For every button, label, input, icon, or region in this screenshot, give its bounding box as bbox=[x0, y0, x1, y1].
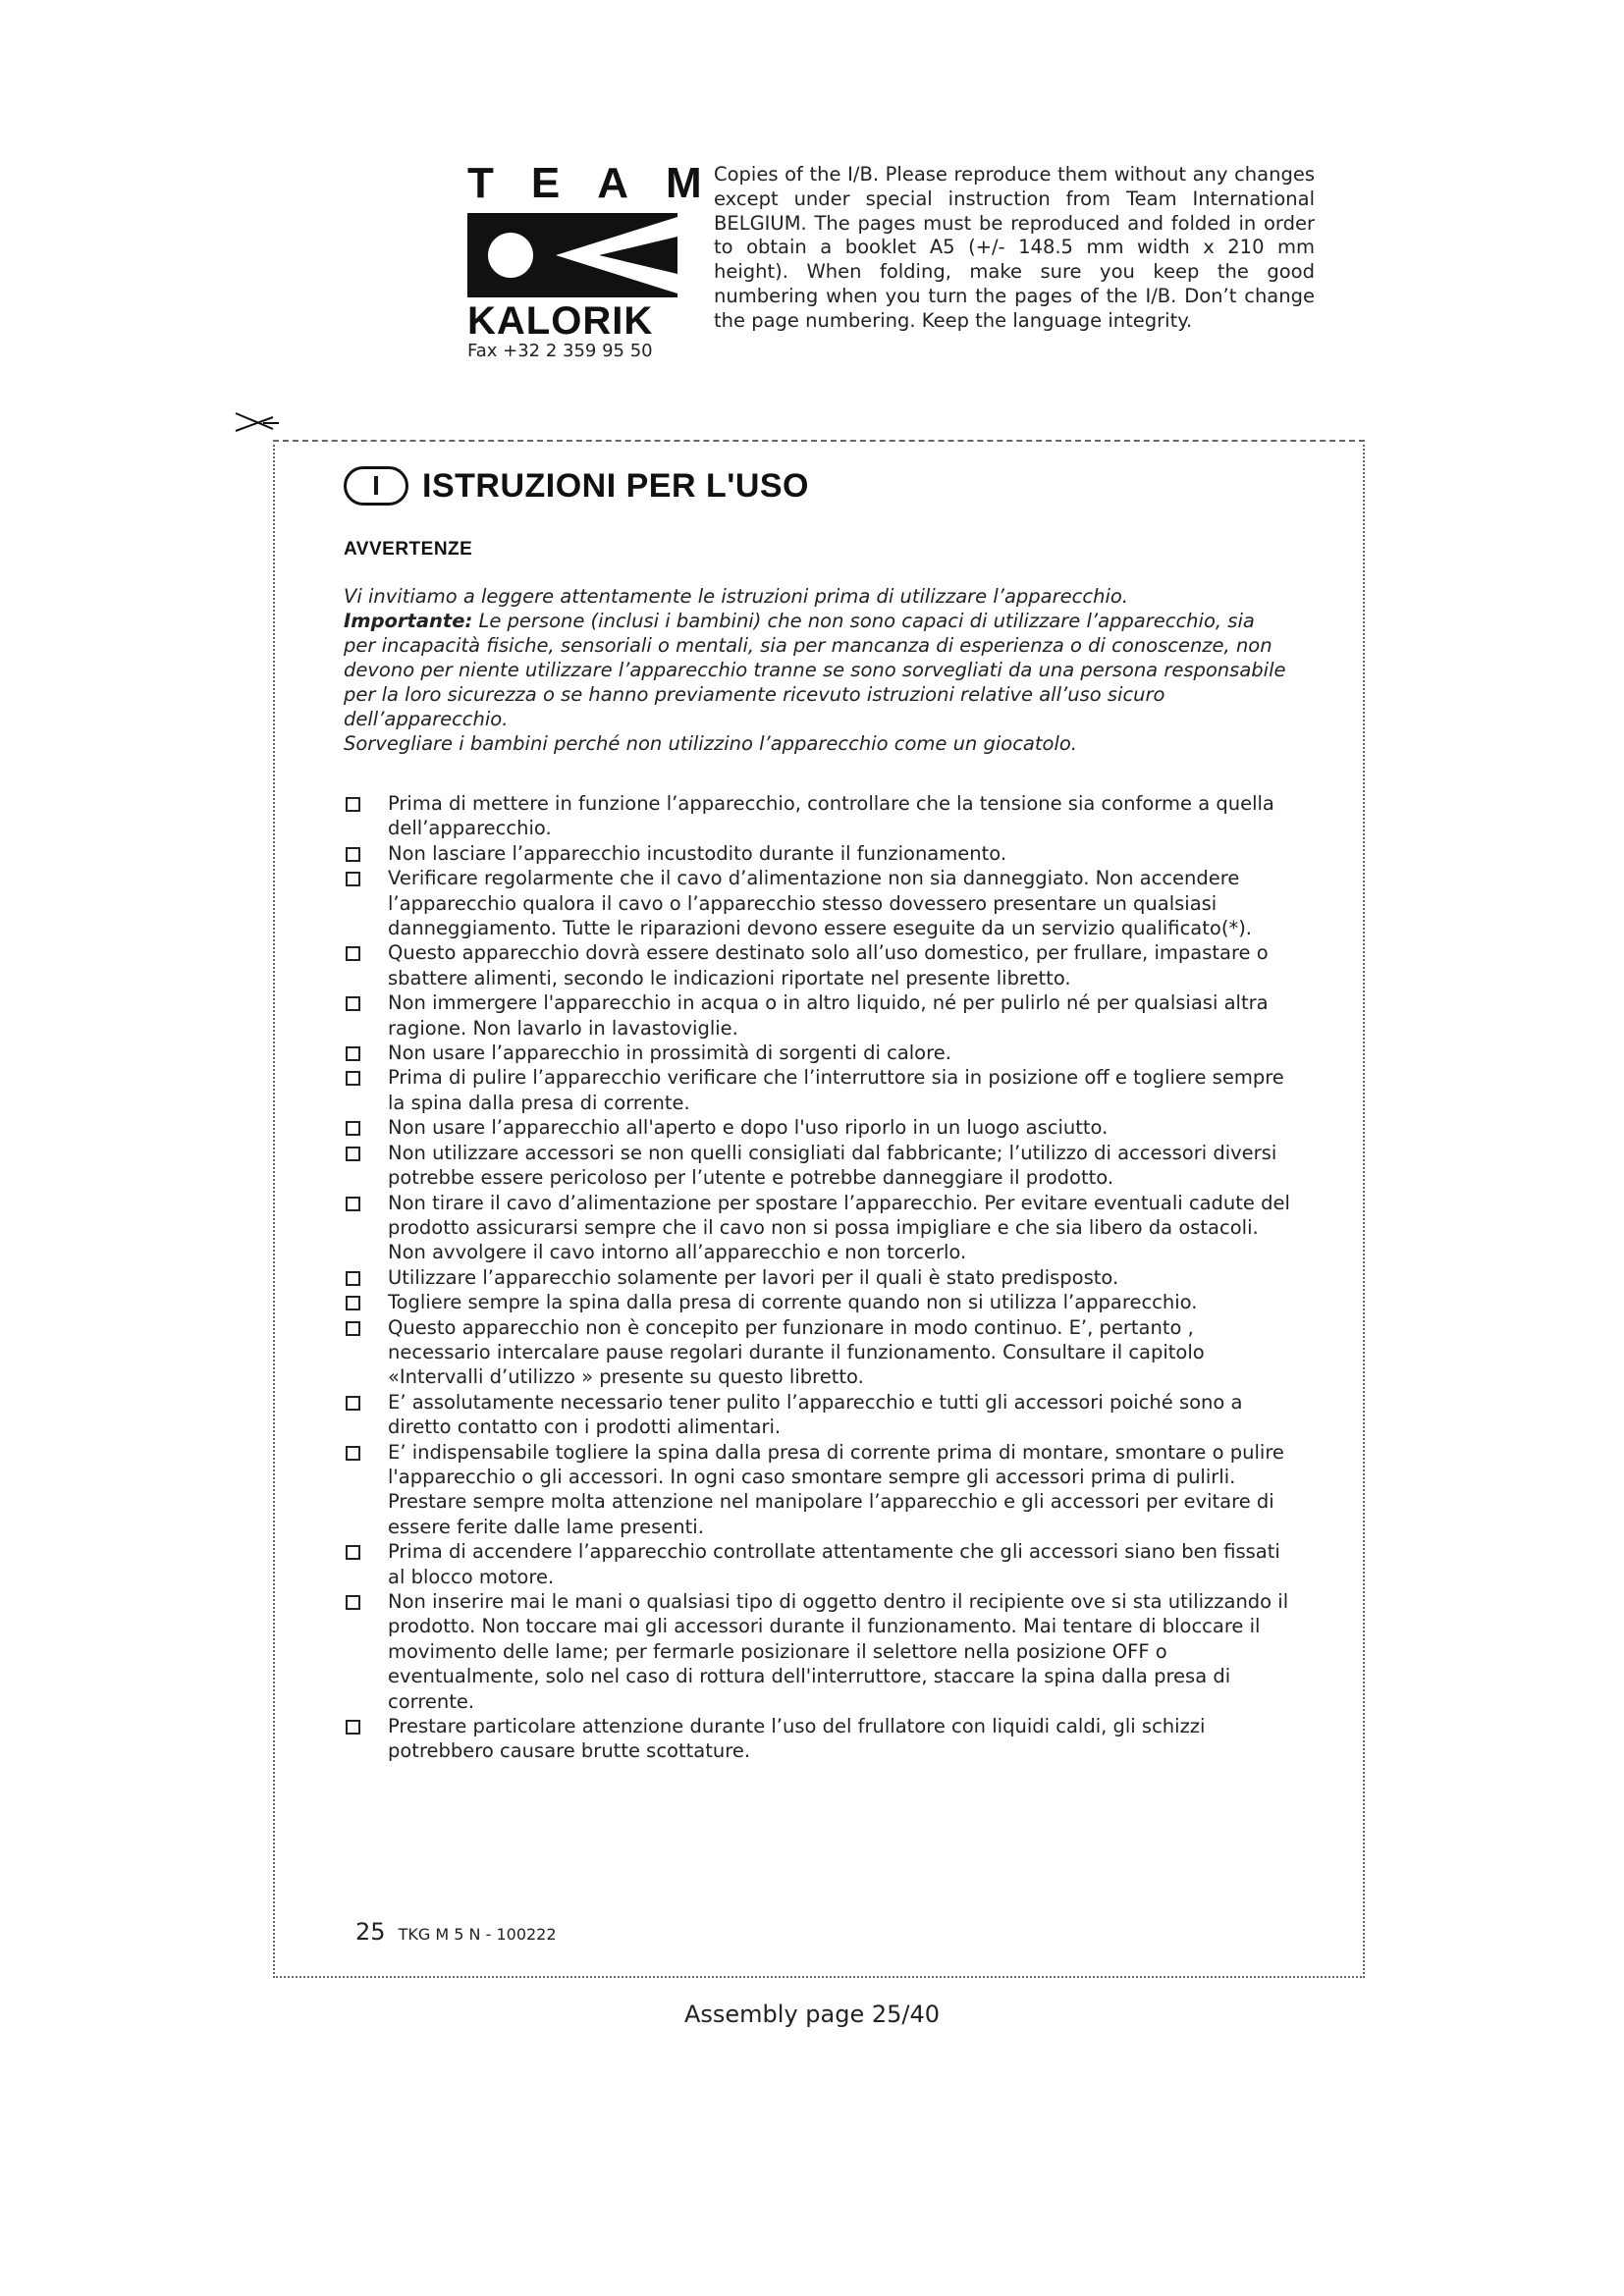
intro-line-3: Sorvegliare i bambini perché non utilizzino l’apparecchio come un giocatolo. bbox=[344, 732, 1078, 755]
scissors-icon bbox=[234, 407, 279, 439]
list-item: Non utilizzare accessori se non quelli consigliati dal fabbricante; l’utilizzo di accessori diversi potrebbe essere pericoloso per l’utente e potrebbe danneggiare il prodotto. bbox=[344, 1141, 1294, 1191]
list-item: Non tirare il cavo d’alimentazione per spostare l’apparecchio. Per evitare eventuali cadute del prodotto assicurarsi sempre che il cavo non si possa impigliare e che sia libero da ostacoli. Non avvolgere il cavo intorno all’apparecchio e non torcerlo. bbox=[344, 1191, 1294, 1265]
list-item: Non inserire mai le mani o qualsiasi tipo di oggetto dentro il recipiente ove si sta utilizzando il prodotto. Non toccare mai gli accessori durante il funzionamento. Mai tentare di bloccare il movimento delle lame; per fermarle posizionare il selettore nella posizione OFF o eventualmente, solo nel caso di rottura dell'interruttore, staccare la spina dalla presa di corrente. bbox=[344, 1589, 1294, 1714]
checkbox-bullet-icon bbox=[346, 1147, 360, 1161]
list-item: E’ indispensabile togliere la spina dalla presa di corrente prima di montare, smontare o pulire l'apparecchio o gli accessori. In ogni caso smontare sempre gli accessori prima di pulirli. Prestare sempre molta attenzione nel manipolare l’apparecchio e gli accessori per evitare di essere ferite dalle lame presenti. bbox=[344, 1440, 1294, 1540]
checkbox-bullet-icon bbox=[346, 1321, 360, 1336]
assembly-page-label: Assembly page 25/40 bbox=[683, 2001, 941, 2028]
list-item: Questo apparecchio non è concepito per funzionare in modo continuo. E’, pertanto , necessario intercalare pause regolari durante il funzionamento. Consultare il capitolo «Intervalli d’utilizzo » presente su questo libretto. bbox=[344, 1315, 1294, 1390]
list-item: Non lasciare l’apparecchio incustodito durante il funzionamento. bbox=[344, 841, 1294, 866]
list-item: Togliere sempre la spina dalla presa di corrente quando non si utilizza l’apparecchio. bbox=[344, 1290, 1294, 1314]
logo-team-text: TEAM bbox=[467, 159, 739, 207]
warnings-list bbox=[344, 791, 1294, 1764]
list-item: Non immergere l'apparecchio in acqua o in altro liquido, né per pulirlo né per qualsiasi altra ragione. Non lavarlo in lavastoviglie. bbox=[344, 990, 1294, 1041]
checkbox-bullet-icon bbox=[346, 1446, 360, 1461]
language-badge: I bbox=[344, 466, 408, 506]
intro-line-1: Vi invitiamo a leggere attentamente le istruzioni prima di utilizzare l’apparecchio. bbox=[344, 585, 1128, 608]
warnings-heading: AVVERTENZE bbox=[344, 539, 473, 560]
checkbox-bullet-icon bbox=[346, 1595, 360, 1610]
list-item: E’ assolutamente necessario tener pulito l’apparecchio e tutti gli accessori poiché sono a diretto contatto con i prodotti alimentari. bbox=[344, 1390, 1294, 1440]
logo-brand-text: KALORIK bbox=[467, 299, 654, 343]
list-item: Non usare l’apparecchio all'aperto e dopo l'uso riporlo in un luogo asciutto. bbox=[344, 1115, 1294, 1140]
reproduction-note: Copies of the I/B. Please reproduce them without any changes except under special instruction from Team International BELGIUM. The pages must be reproduced and folded in order to obtain a booklet A5 (+/- 148.5 mm width x 210 mm height). When folding, make sure you keep the good numbering when you turn the pages of the I/B. Don’t change the page numbering. Keep the language integrity. bbox=[714, 163, 1315, 332]
checkbox-bullet-icon bbox=[346, 847, 360, 862]
checkbox-bullet-icon bbox=[346, 1545, 360, 1560]
checkbox-bullet-icon bbox=[346, 996, 360, 1011]
instructions-title: ISTRUZIONI PER L'USO bbox=[422, 466, 809, 505]
checkbox-bullet-icon bbox=[346, 872, 360, 886]
checkbox-bullet-icon bbox=[346, 1046, 360, 1061]
team-kalorik-logo bbox=[467, 159, 739, 361]
checkbox-bullet-icon bbox=[346, 1071, 360, 1086]
checkbox-bullet-icon bbox=[346, 797, 360, 812]
checkbox-bullet-icon bbox=[346, 1121, 360, 1136]
list-item: Prestare particolare attenzione durante l’uso del frullatore con liquidi caldi, gli schizzi potrebbero causare brutte scottature. bbox=[344, 1714, 1294, 1764]
list-item: Non usare l’apparecchio in prossimità di sorgenti di calore. bbox=[344, 1041, 1294, 1065]
important-text: Le persone (inclusi i bambini) che non sono capaci di utilizzare l’apparecchio, sia per incapacità fisiche, sensoriali o mentali, sia per mancanza di esperienza o di conoscenze, non devono per niente utilizzare l’apparecchio tranne se sono sorvegliati da una persona responsabile per la loro sicurezza o se hanno previamente ricevuto istruzioni relative all’uso sicuro dell’apparecchio. bbox=[344, 610, 1286, 730]
list-item: Prima di mettere in funzione l’apparecchio, controllare che la tensione sia conforme a quella dell’apparecchio. bbox=[344, 791, 1294, 841]
important-label: Importante: bbox=[344, 610, 473, 632]
model-code: TKG M 5 N - 100222 bbox=[398, 1925, 557, 1944]
list-item: Verificare regolarmente che il cavo d’alimentazione non sia danneggiato. Non accendere l’apparecchio qualora il cavo o l’apparecchio stesso dovessero presentare un qualsiasi danneggiamento. Tutte le riparazioni devono essere eseguite da un servizio qualificato(*). bbox=[344, 866, 1294, 940]
checkbox-bullet-icon bbox=[346, 946, 360, 961]
checkbox-bullet-icon bbox=[346, 1296, 360, 1310]
kalorik-emblem-icon bbox=[467, 213, 677, 297]
checkbox-bullet-icon bbox=[346, 1396, 360, 1411]
list-item: Questo apparecchio dovrà essere destinato solo all’uso domestico, per frullare, impastare o sbattere alimenti, secondo le indicazioni riportate nel presente libretto. bbox=[344, 940, 1294, 990]
intro-important bbox=[344, 609, 1286, 731]
checkbox-bullet-icon bbox=[346, 1197, 360, 1211]
list-item: Prima di pulire l’apparecchio verificare che l’interruttore sia in posizione off e togliere sempre la spina dalla presa di corrente. bbox=[344, 1065, 1294, 1115]
list-item: Utilizzare l’apparecchio solamente per lavori per il quali è stato predisposto. bbox=[344, 1265, 1294, 1290]
page-number: 25 bbox=[355, 1918, 386, 1946]
checkbox-bullet-icon bbox=[346, 1720, 360, 1735]
checkbox-bullet-icon bbox=[346, 1271, 360, 1286]
intro-text bbox=[344, 584, 1286, 756]
list-item: Prima di accendere l’apparecchio controllate attentamente che gli accessori siano ben fissati al blocco motore. bbox=[344, 1539, 1294, 1589]
page-footer bbox=[355, 1918, 557, 1946]
page-title bbox=[344, 466, 809, 506]
fax-number: Fax +32 2 359 95 50 bbox=[467, 341, 653, 361]
